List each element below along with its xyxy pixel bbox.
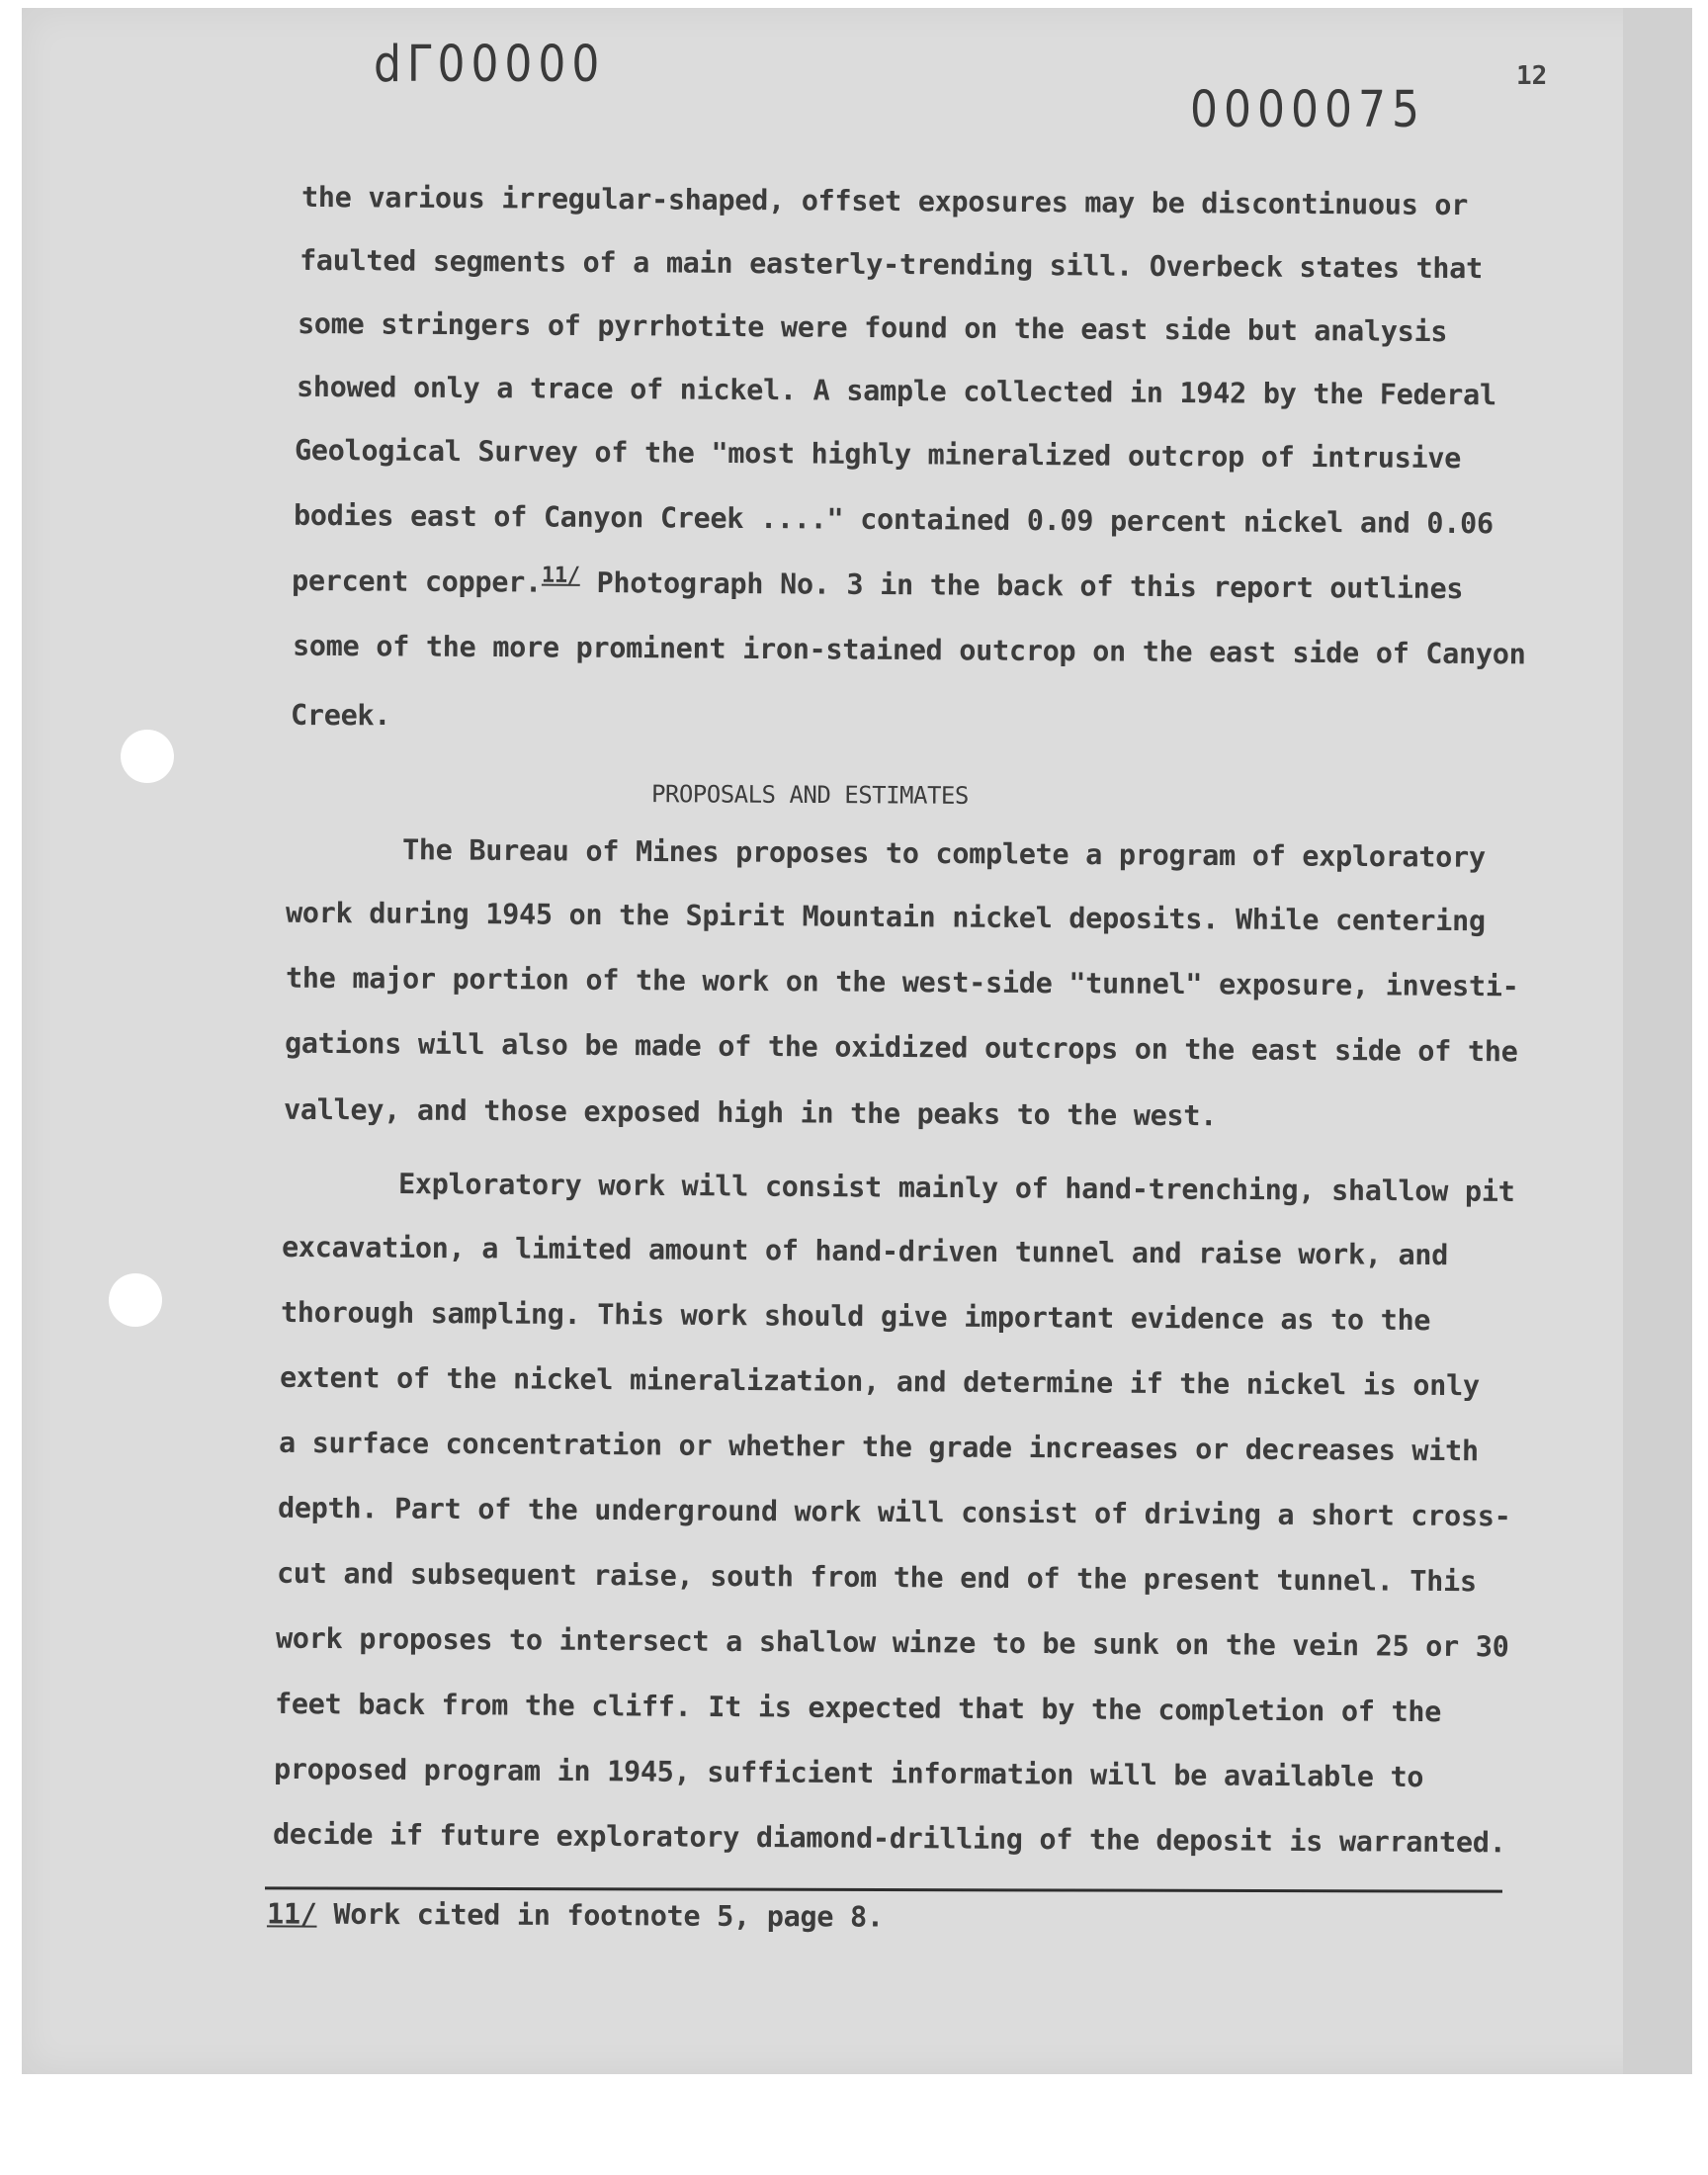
para1-line-7-end: Photograph No. 3 in the back of this report outlines bbox=[579, 566, 1464, 606]
section-heading: PROPOSALS AND ESTIMATES bbox=[650, 780, 969, 810]
para1-line-5: Geological Survey of the "most highly mineralized outcrop of intrusive bbox=[294, 433, 1462, 476]
para3-line-10: proposed program in 1945, sufficient information will be available to bbox=[273, 1752, 1424, 1794]
para3-line-7: cut and subsequent raise, south from the end of the present tunnel. This bbox=[276, 1556, 1477, 1599]
para1-line-7-start: percent copper. bbox=[291, 564, 543, 599]
stamp-left: dΓ00000 bbox=[374, 36, 606, 94]
stamp-right: 0000075 bbox=[1190, 81, 1425, 139]
para2-line-2: work during 1945 on the Spirit Mountain nickel deposits. While centering bbox=[285, 896, 1486, 938]
para3-line-8: work proposes to intersect a shallow winze to be sunk on the vein 25 or 30 bbox=[275, 1621, 1509, 1664]
para3-line-9: feet back from the cliff. It is expected that by the completion of the bbox=[274, 1687, 1442, 1729]
para1-line-2: faulted segments of a main easterly-trending sill. Overbeck states that bbox=[299, 243, 1484, 286]
para3-line-5: a surface concentration or whether the grade increases or decreases with bbox=[278, 1426, 1479, 1468]
para2-line-4: gations will also be made of the oxidized outcrops on the east side of the bbox=[284, 1026, 1518, 1069]
para1-line-3: some stringers of pyrrhotite were found on the east side but analysis bbox=[297, 306, 1448, 349]
para2-line-3: the major portion of the work on the west-side "tunnel" exposure, investi- bbox=[285, 961, 1519, 1003]
para2-line-1: The Bureau of Mines proposes to complete a program of exploratory bbox=[401, 833, 1486, 874]
page-edge-shadow bbox=[1623, 8, 1692, 2074]
para3-line-6: depth. Part of the underground work will consist of driving a short cross- bbox=[277, 1491, 1511, 1533]
para3-line-3: thorough sampling. This work should give important evidence as to the bbox=[280, 1295, 1431, 1338]
footnote-mark: 11/ bbox=[266, 1897, 317, 1931]
para3-line-11: decide if future exploratory diamond-drilling of the deposit is warranted. bbox=[272, 1817, 1506, 1860]
para3-line-4: extent of the nickel mineralization, and determine if the nickel is only bbox=[279, 1360, 1480, 1403]
footnote-text: Work cited in footnote 5, page 8. bbox=[316, 1897, 884, 1934]
page-number: 12 bbox=[1516, 61, 1548, 91]
para1-line-9: Creek. bbox=[291, 699, 391, 732]
para3-line-1: Exploratory work will consist mainly of hand-trenching, shallow pit bbox=[397, 1168, 1515, 1208]
punch-hole-upper bbox=[121, 730, 174, 783]
para1-line-8: some of the more prominent iron-stained outcrop on the east side of Canyon bbox=[292, 629, 1526, 671]
footnote-reference[interactable]: 11/ bbox=[541, 563, 580, 588]
para1-line-6: bodies east of Canyon Creek ...." contained 0.09 percent nickel and 0.06 bbox=[293, 498, 1494, 541]
para1-line-1: the various irregular-shaped, offset exposures may be discontinuous or bbox=[300, 180, 1469, 222]
para3-line-2: excavation, a limited amount of hand-driven tunnel and raise work, and bbox=[281, 1230, 1449, 1272]
para2-line-5: valley, and those exposed high in the peaks to the west. bbox=[283, 1092, 1218, 1133]
footnote bbox=[267, 1898, 884, 1933]
punch-hole-lower bbox=[109, 1273, 162, 1327]
para1-line-4: showed only a trace of nickel. A sample collected in 1942 by the Federal bbox=[296, 370, 1496, 412]
